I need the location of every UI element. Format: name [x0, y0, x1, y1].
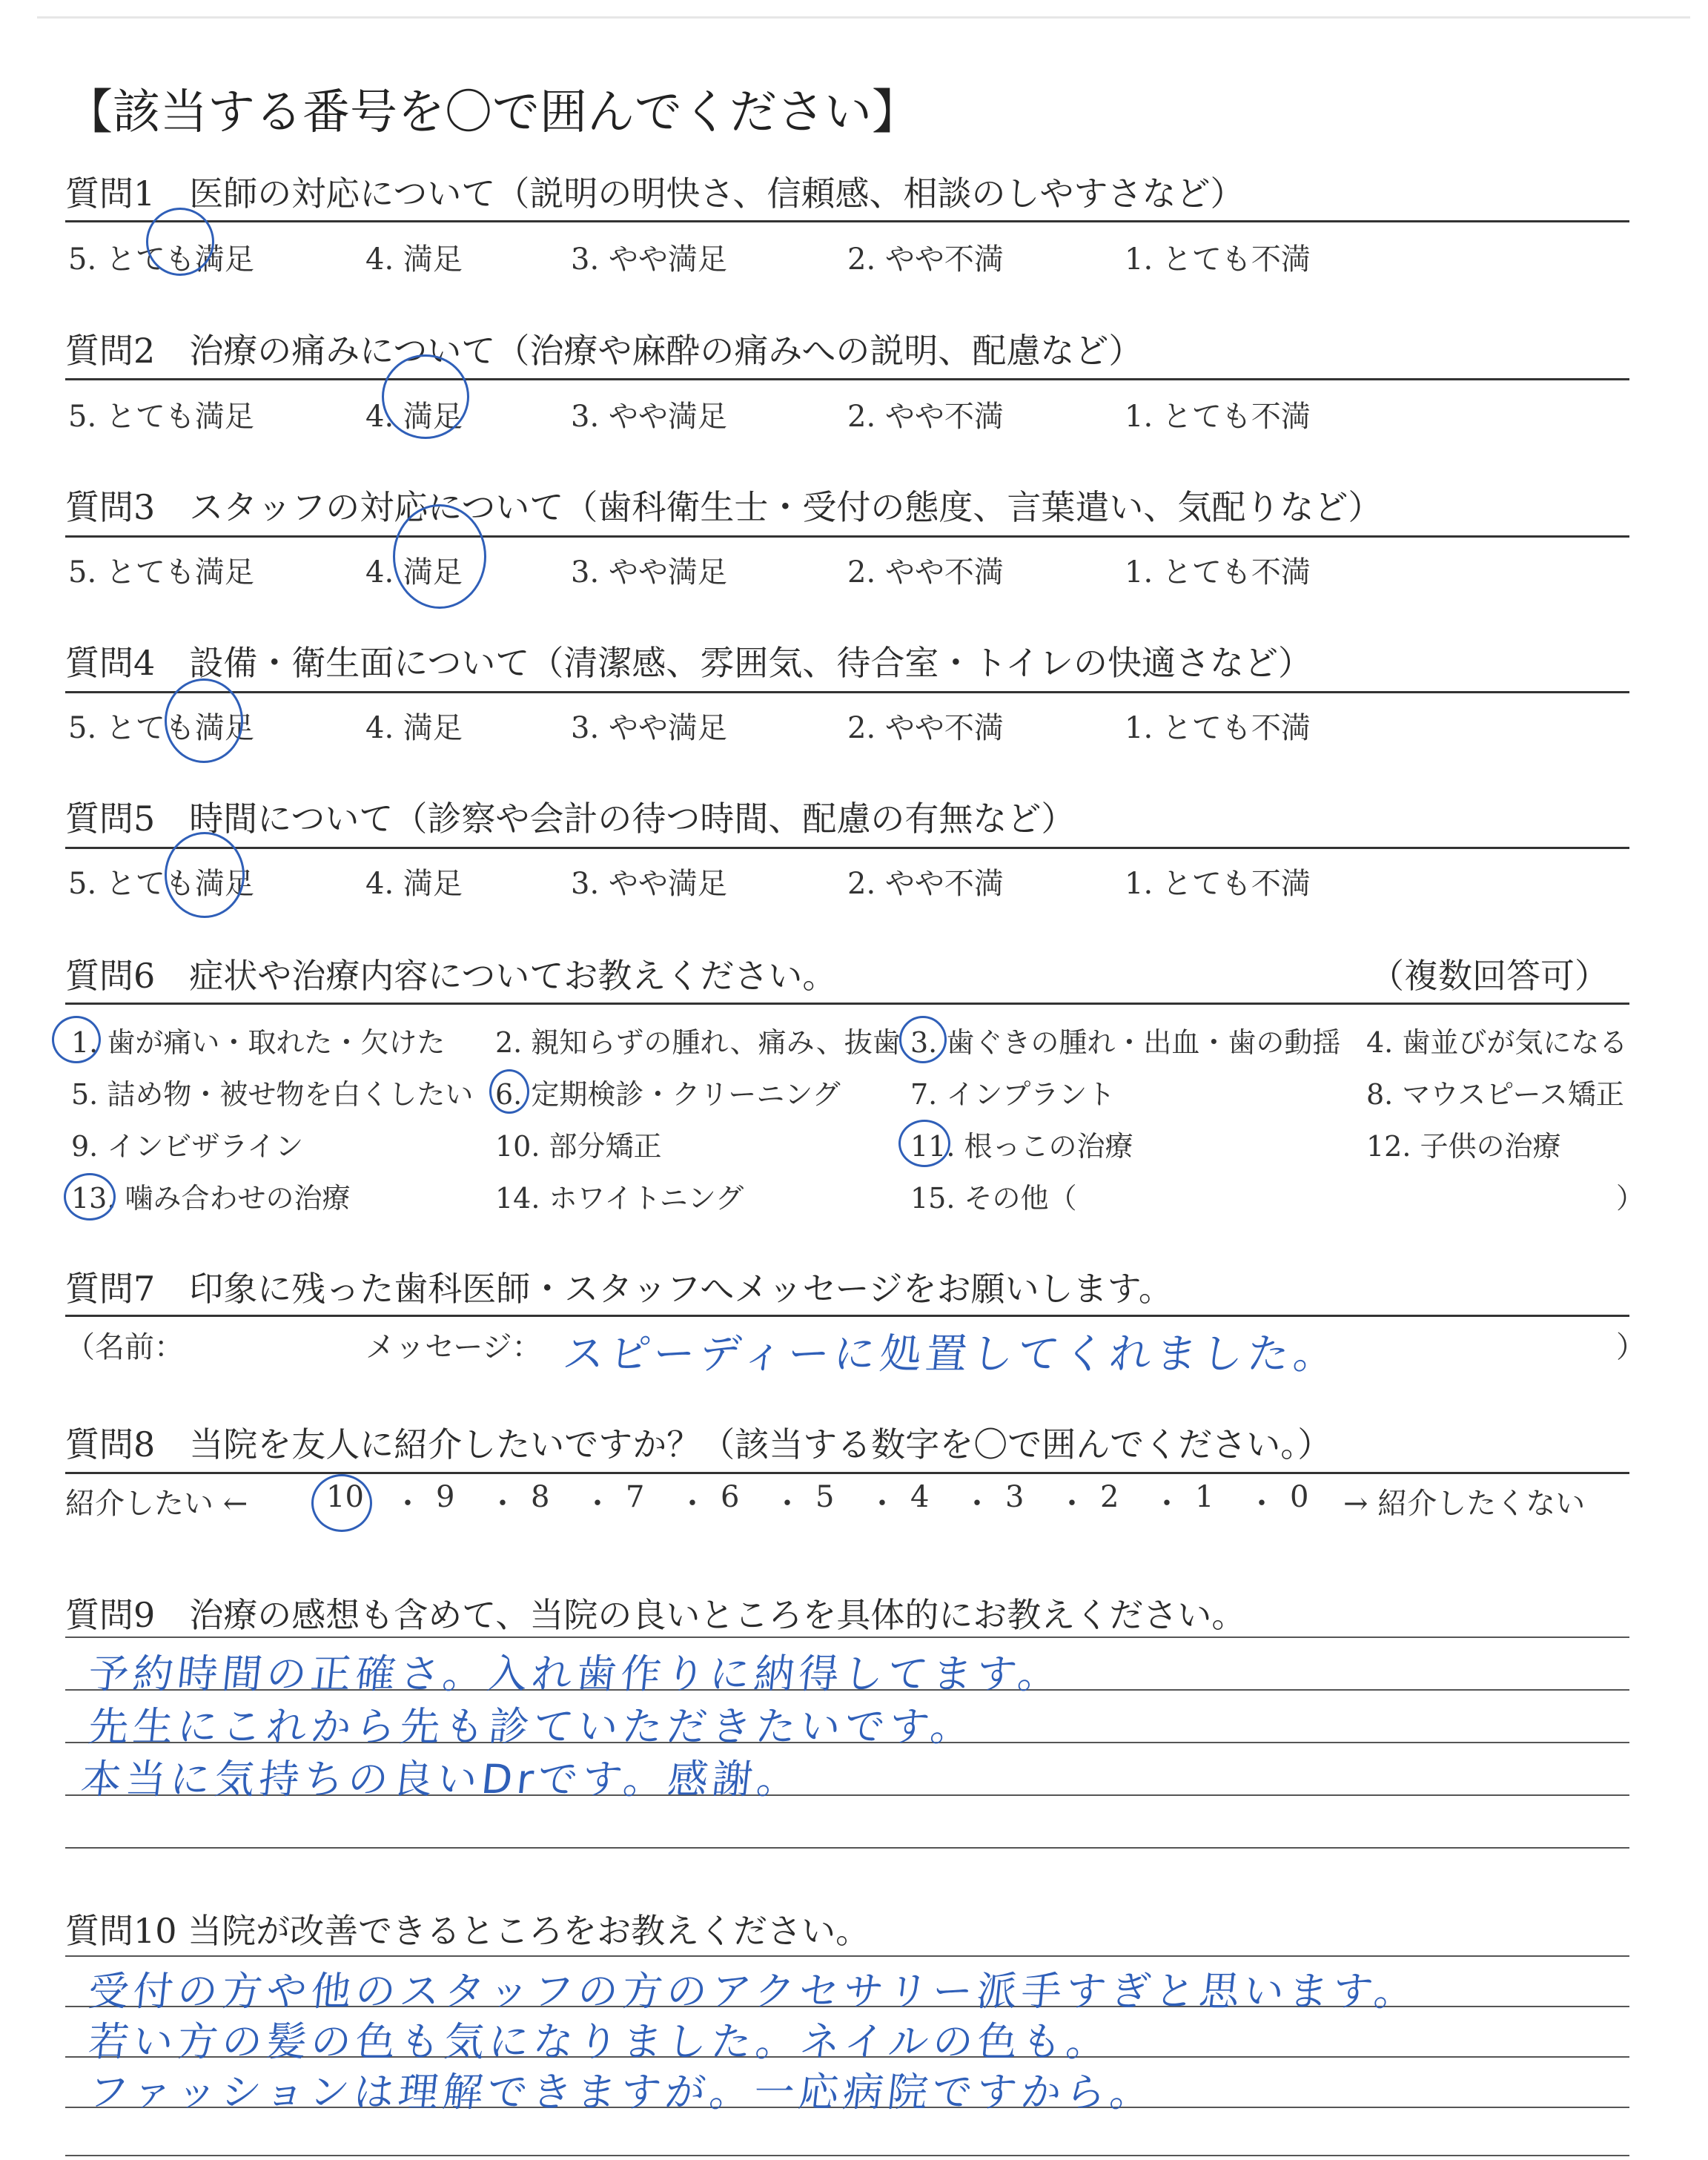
q4-title: 質問4 設備・衛生面について（清潔感、雰囲気、待合室・トイレの快適さなど） [65, 643, 1313, 683]
q5-option-2[interactable]: 2. やや不満 [847, 867, 1004, 901]
q2-title: 質問2 治療の痛みについて（治療や麻酔の痛みへの説明、配慮など） [65, 331, 1143, 371]
q2-option-4[interactable]: 4. 満足 [365, 400, 463, 434]
q3-rule [65, 535, 1629, 538]
q7-message-label: メッセージ： [365, 1330, 542, 1364]
q5-title: 質問5 時間について（診察や会計の待つ時間、配慮の有無など） [65, 799, 1076, 839]
q6-option[interactable]: 2. 親知らずの腫れ、痛み、抜歯 [495, 1026, 901, 1059]
q6-option[interactable]: 10. 部分矯正 [495, 1130, 662, 1163]
q6-option[interactable]: 3. 歯ぐきの腫れ・出血・歯の動揺 [910, 1026, 1341, 1059]
q5-selection-circle [165, 832, 245, 918]
q4-option-2[interactable]: 2. やや不満 [847, 711, 1004, 745]
q1-option-5[interactable]: 5. とても満足 [68, 242, 254, 277]
q8-scale-8[interactable]: 8 [531, 1480, 550, 1514]
q1-option-4[interactable]: 4. 満足 [365, 242, 463, 277]
q8-scale-7[interactable]: 7 [626, 1480, 645, 1514]
q6-option[interactable]: 1. 歯が痛い・取れた・欠けた [71, 1026, 446, 1059]
q9-answer-line[interactable]: 本当に気持ちの良いDrです。感謝。 [79, 1756, 804, 1803]
q6-other-close-paren: ） [1616, 1182, 1645, 1215]
q8-rule [65, 1472, 1629, 1474]
q6-option[interactable]: 12. 子供の治療 [1366, 1130, 1561, 1163]
q2-option-3[interactable]: 3. やや満足 [571, 400, 727, 434]
page-title: 【該当する番号を〇で囲んでください】 [65, 85, 919, 140]
q8-scale-5[interactable]: 5 [815, 1480, 835, 1514]
q4-rule [65, 691, 1629, 693]
q6-option[interactable]: 8. マウスピース矯正 [1366, 1078, 1624, 1111]
q8-scale-dot: ・ [772, 1487, 802, 1521]
q6-rule [65, 1003, 1629, 1005]
q9-writing-line [65, 1636, 1629, 1638]
q6-selection-circle-1 [52, 1016, 101, 1063]
q8-left-label: 紹介したい ← [65, 1487, 248, 1521]
q6-title: 質問6 症状や治療内容についてお教えください。 [65, 956, 837, 996]
q7-close-paren: ） [1616, 1330, 1646, 1364]
q4-option-5[interactable]: 5. とても満足 [68, 711, 254, 745]
q8-selection-circle [311, 1474, 372, 1532]
q6-option[interactable]: 5. 詰め物・被せ物を白くしたい [71, 1078, 474, 1111]
q5-option-1[interactable]: 1. とても不満 [1125, 867, 1311, 901]
q6-option[interactable]: 6. 定期検診・クリーニング [495, 1078, 841, 1111]
q9-writing-line [65, 1847, 1629, 1849]
q8-scale-dot: ・ [393, 1487, 423, 1521]
q6-option[interactable]: 9. インビザライン [71, 1130, 304, 1163]
q8-scale-10[interactable]: 10 [326, 1480, 364, 1514]
q1-selection-circle [146, 208, 214, 276]
q6-selection-circle-13 [64, 1173, 116, 1221]
q9-title: 質問9 治療の感想も含めて、当院の良いところを具体的にお教えください。 [65, 1595, 1246, 1635]
q8-scale-dot: ・ [678, 1487, 707, 1521]
q8-scale-dot: ・ [1247, 1487, 1277, 1521]
q5-rule [65, 847, 1629, 849]
q8-scale-2[interactable]: 2 [1100, 1480, 1119, 1514]
q7-name-label: （名前： [65, 1330, 184, 1364]
q6-option-other[interactable]: 15. その他（ [910, 1182, 1077, 1215]
q3-title: 質問3 スタッフの対応について（歯科衛生士・受付の態度、言葉遣い、気配りなど） [65, 487, 1383, 527]
q1-option-3[interactable]: 3. やや満足 [571, 242, 727, 277]
q1-option-2[interactable]: 2. やや不満 [847, 242, 1004, 277]
q6-selection-circle-3 [899, 1016, 947, 1063]
q4-option-4[interactable]: 4. 満足 [365, 711, 463, 745]
q8-scale-dot: ・ [583, 1487, 612, 1521]
q8-scale-dot: ・ [1152, 1487, 1182, 1521]
q10-title: 質問10 当院が改善できるところをお教えください。 [65, 1911, 870, 1951]
q7-rule [65, 1315, 1629, 1317]
q6-option[interactable]: 14. ホワイトニング [495, 1182, 744, 1215]
q10-writing-line [65, 1955, 1629, 1957]
q10-writing-line [65, 2155, 1629, 2156]
q4-option-3[interactable]: 3. やや満足 [571, 711, 727, 745]
q6-option[interactable]: 13. 噛み合わせの治療 [71, 1182, 351, 1215]
q8-scale-1[interactable]: 1 [1195, 1480, 1214, 1514]
q7-message-text[interactable]: スピーディーに処置してくれました。 [560, 1330, 1343, 1378]
q8-scale-9[interactable]: 9 [436, 1480, 455, 1514]
q1-rule [65, 220, 1629, 222]
q6-option[interactable]: 4. 歯並びが気になる [1366, 1026, 1628, 1059]
q3-option-5[interactable]: 5. とても満足 [68, 555, 254, 589]
q8-scale-4[interactable]: 4 [910, 1480, 930, 1514]
q8-scale-3[interactable]: 3 [1005, 1480, 1025, 1514]
q8-scale-dot: ・ [1057, 1487, 1087, 1521]
q6-option[interactable]: 11. 根っこの治療 [910, 1130, 1133, 1163]
q6-multiple-note: （複数回答可） [1370, 956, 1609, 996]
q2-rule [65, 378, 1629, 380]
q3-option-2[interactable]: 2. やや不満 [847, 555, 1004, 589]
q1-option-1[interactable]: 1. とても不満 [1125, 242, 1311, 277]
q7-title: 質問7 印象に残った歯科医師・スタッフへメッセージをお願いします。 [65, 1269, 1173, 1309]
q8-right-label: → 紹介したくない [1343, 1487, 1586, 1521]
q2-option-5[interactable]: 5. とても満足 [68, 400, 254, 434]
q8-scale-0[interactable]: 0 [1290, 1480, 1309, 1514]
q10-answer-line[interactable]: 若い方の髪の色も気になりました。ネイルの色も。 [86, 2018, 1113, 2065]
q5-option-3[interactable]: 3. やや満足 [571, 867, 727, 901]
q9-answer-line[interactable]: 先生にこれから先も診ていただきたいです。 [86, 1703, 978, 1750]
q3-option-1[interactable]: 1. とても不満 [1125, 555, 1311, 589]
q6-option[interactable]: 7. インプラント [910, 1078, 1116, 1111]
q8-scale-dot: ・ [488, 1487, 517, 1521]
q3-option-3[interactable]: 3. やや満足 [571, 555, 727, 589]
q2-option-2[interactable]: 2. やや不満 [847, 400, 1004, 434]
q6-selection-circle-11 [898, 1120, 950, 1167]
q10-answer-line[interactable]: ファッションは理解できますが。一応病院ですから。 [86, 2069, 1157, 2116]
q10-answer-line[interactable]: 受付の方や他のスタッフの方のアクセサリー派手すぎと思います。 [86, 1968, 1421, 2015]
q6-selection-circle-6 [489, 1069, 529, 1114]
q5-option-4[interactable]: 4. 満足 [365, 867, 463, 901]
q5-option-5[interactable]: 5. とても満足 [68, 867, 254, 901]
top-border [37, 16, 1690, 19]
q8-scale-6[interactable]: 6 [721, 1480, 740, 1514]
q8-scale-dot: ・ [962, 1487, 992, 1521]
q9-answer-line[interactable]: 予約時間の正確さ。入れ歯作りに納得してます。 [86, 1651, 1065, 1697]
q3-selection-circle [393, 504, 486, 609]
q2-option-1[interactable]: 1. とても不満 [1125, 400, 1311, 434]
q4-selection-circle [165, 678, 243, 763]
q8-scale-dot: ・ [867, 1487, 897, 1521]
q8-title: 質問8 当院を友人に紹介したいですか？（該当する数字を〇で囲んでください。） [65, 1424, 1332, 1464]
q4-option-1[interactable]: 1. とても不満 [1125, 711, 1311, 745]
q1-title: 質問1 医師の対応について（説明の明快さ、信頼感、相談のしやすさなど） [65, 174, 1245, 214]
q2-selection-circle [382, 354, 469, 439]
q3-option-4[interactable]: 4. 満足 [365, 555, 463, 589]
